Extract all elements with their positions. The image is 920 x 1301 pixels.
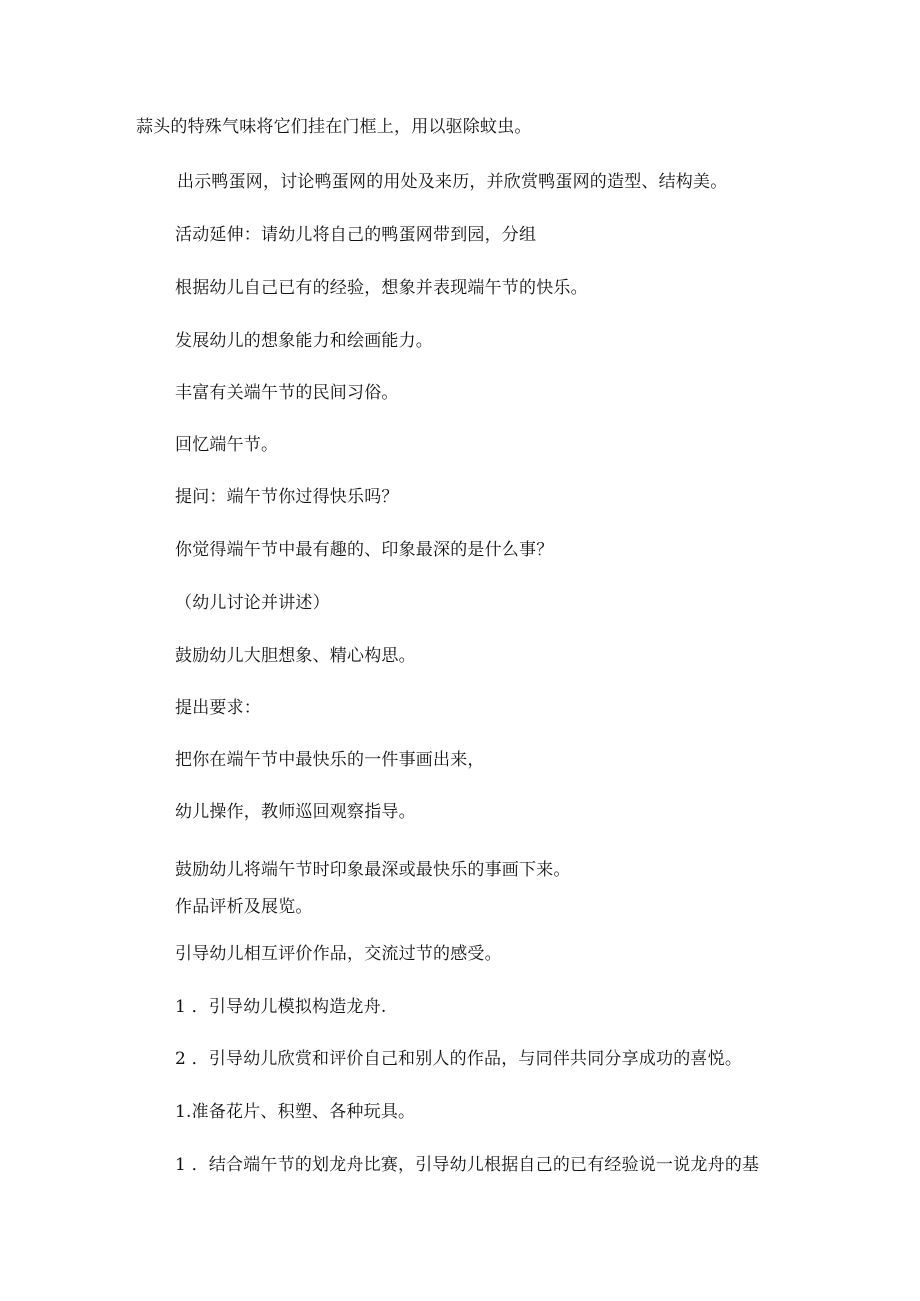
text-line: （幼儿讨论并讲述）: [175, 593, 330, 613]
text-line: 1 ．引导幼儿模拟构造龙舟.: [175, 997, 387, 1017]
text-line: 幼儿操作，教师巡回观察指导。: [175, 802, 416, 822]
text-line: 蒜头的特殊气味将它们挂在门框上，用以驱除蚊虫。: [136, 117, 532, 137]
text-line: 引导幼儿相互评价作品，交流过节的感受。: [175, 944, 502, 964]
text-line: 鼓励幼儿大胆想象、精心构思。: [175, 646, 416, 666]
text-line: 回忆端午节。: [175, 435, 279, 455]
text-line: 把你在端午节中最快乐的一件事画出来，: [175, 750, 485, 770]
text-line: 1.准备花片、积塑、各种玩具。: [175, 1102, 416, 1122]
text-line: 丰富有关端午节的民间习俗。: [175, 383, 399, 403]
text-line: 发展幼儿的想象能力和绘画能力。: [175, 331, 433, 351]
text-line: 作品评析及展览。: [175, 897, 313, 917]
text-line: 提问：端午节你过得快乐吗？: [175, 487, 399, 507]
text-line: 你觉得端午节中最有趣的、印象最深的是什么事？: [175, 540, 554, 560]
text-line: 根据幼儿自己已有的经验，想象并表现端午节的快乐。: [175, 278, 588, 298]
text-line: 1 ．结合端午节的划龙舟比赛，引导幼儿根据自己的已有经验说一说龙舟的基: [175, 1155, 760, 1175]
text-line: 出示鸭蛋网，讨论鸭蛋网的用处及来历，并欣赏鸭蛋网的造型、结构美。: [177, 172, 728, 192]
text-line: 鼓励幼儿将端午节时印象最深或最快乐的事画下来。: [175, 860, 571, 880]
text-line: 提出要求：: [175, 698, 261, 718]
text-line: 2 ．引导幼儿欣赏和评价自己和别人的作品，与同伴共同分享成功的喜悦。: [175, 1049, 743, 1069]
text-line: 活动延伸：请幼儿将自己的鸭蛋网带到园，分组: [175, 225, 537, 245]
